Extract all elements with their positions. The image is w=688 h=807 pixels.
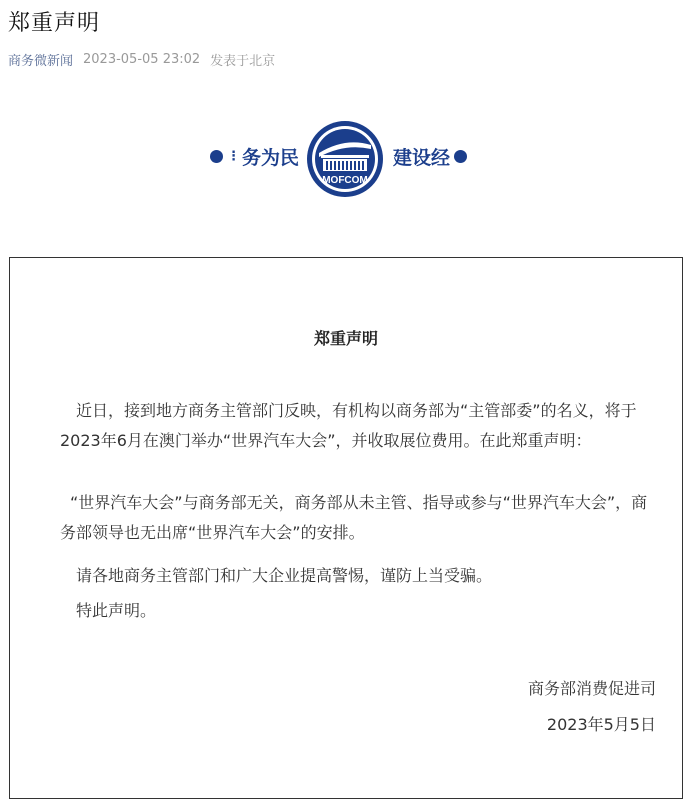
statement-heading: 郑重声明 [313, 329, 378, 348]
statement-document [9, 257, 683, 799]
publish-datetime: 2023-05-05 23:02 [83, 52, 201, 67]
slogan-left-text: 务为民 [242, 147, 300, 169]
account-name-link[interactable]: 商务微新闻 [8, 54, 74, 69]
statement-paragraph: 近日，接到地方商务主管部门反映，有机构以商务部为“主管部委”的名义，将于2023年6月在澳门举办“世界汽车大会”，并收取展位费用。在此郑重声明： [60, 401, 637, 450]
cut-glyph-icon: ⋮ [227, 149, 240, 164]
article-meta [8, 50, 275, 69]
slogan-right [393, 143, 467, 170]
bullet-dot-icon [454, 150, 467, 163]
mofcom-logo-icon [305, 119, 385, 199]
statement-paragraph: 特此声明。 [76, 601, 157, 620]
slogan-right-text: 建设经 [393, 147, 451, 169]
slogan-left [210, 143, 299, 170]
article-title: 郑重声明 [8, 11, 101, 36]
statement-paragraph: “世界汽车大会”与商务部无关，商务部从未主管、指导或参与“世界汽车大会”，商务部领导也无出席“世界汽车大会”的安排。 [60, 493, 648, 542]
issuer-name: 商务部消费促进司 [527, 679, 656, 698]
bullet-dot-icon [210, 150, 223, 163]
logo-text: MOFCOM [322, 175, 368, 186]
issue-date: 2023年5月5日 [546, 715, 656, 734]
statement-paragraph: 请各地商务主管部门和广大企业提高警惕，谨防上当受骗。 [76, 566, 493, 585]
mofcom-banner [0, 115, 688, 205]
publish-location: 发表于北京 [210, 54, 276, 69]
